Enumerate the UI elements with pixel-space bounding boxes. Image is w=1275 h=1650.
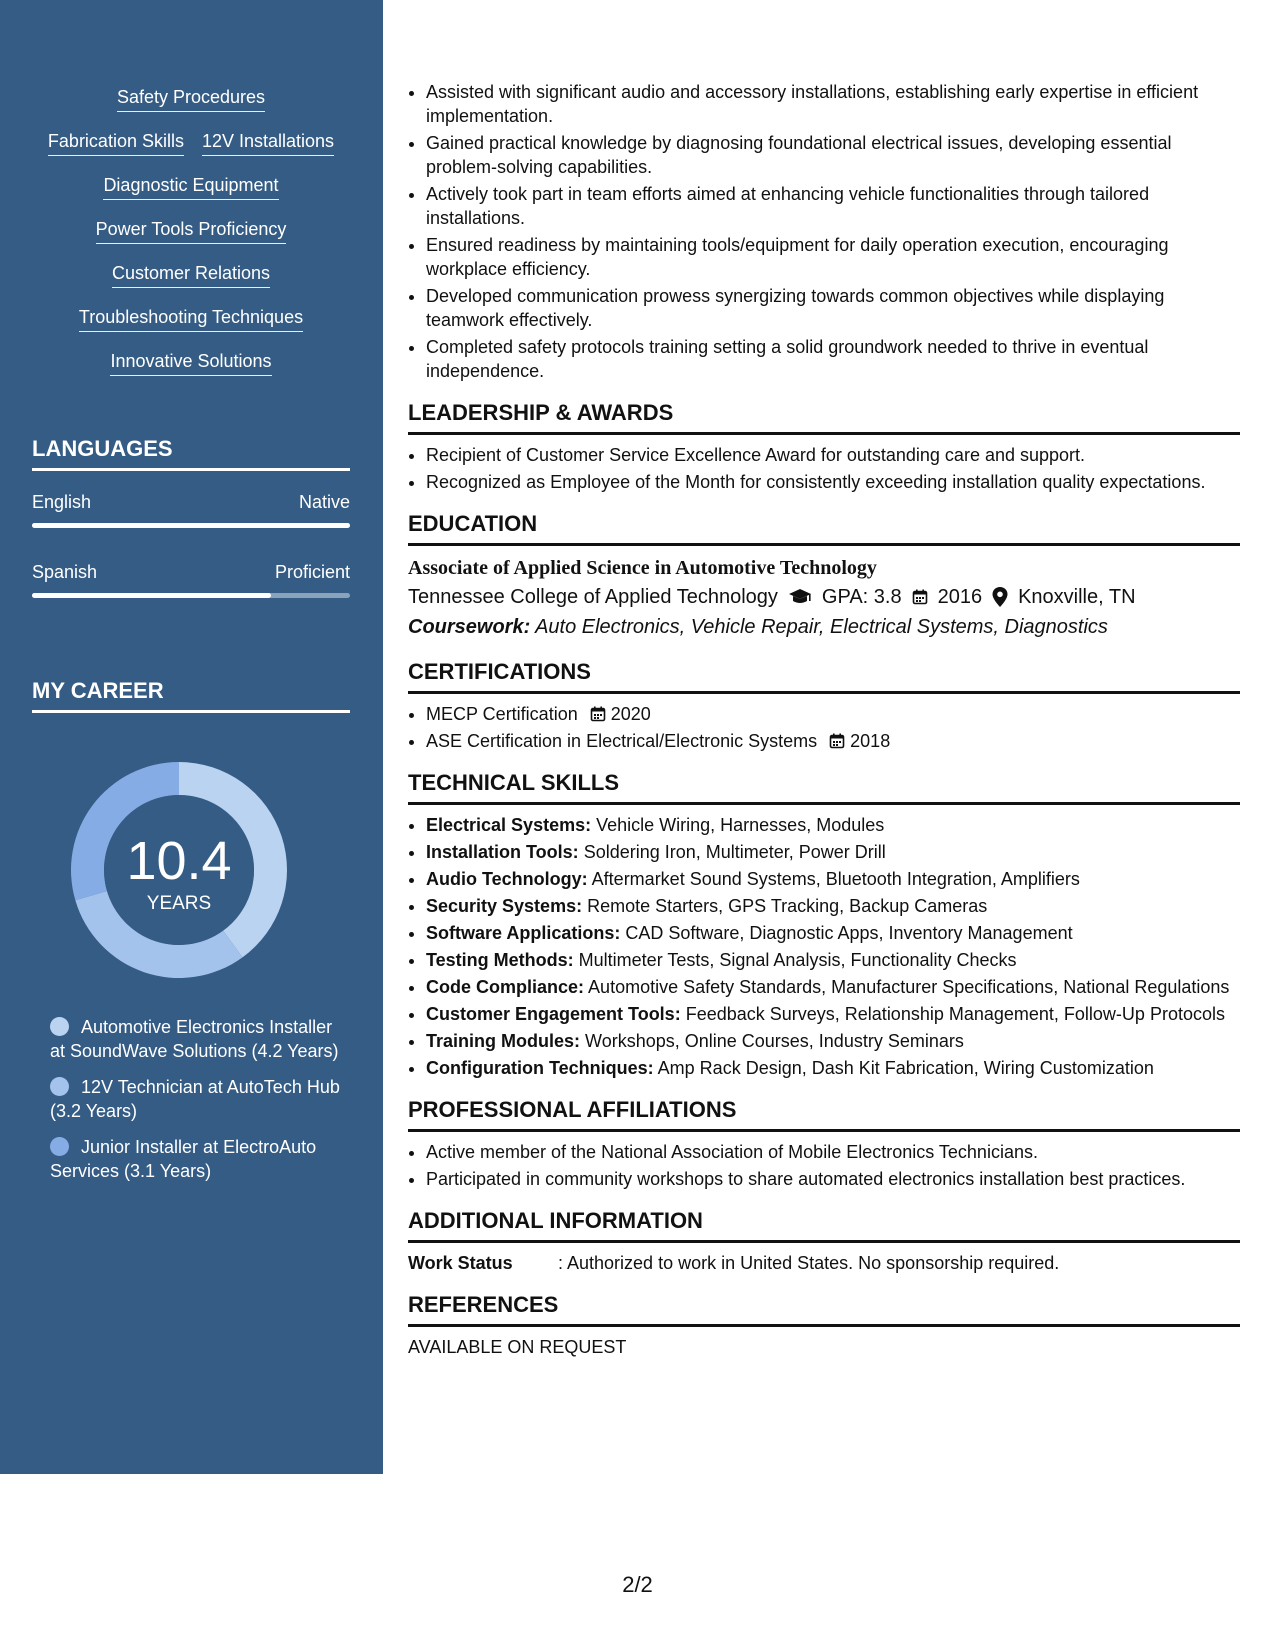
technical-skill-label: Software Applications: (426, 923, 621, 943)
language-name: Spanish (32, 562, 98, 582)
education-title: EDUCATION (408, 510, 1240, 546)
skills-list (32, 86, 350, 394)
technical-skill-label: Testing Methods: (426, 950, 574, 970)
affiliation-item: • Active member of the National Association of Mobile Electronics Technicians. (426, 1140, 1240, 1164)
work-status-value: : Authorized to work in United States. No sponsorship required. (558, 1253, 1060, 1273)
skill-tag: Innovative Solutions (110, 350, 271, 376)
location-pin-icon (992, 587, 1008, 607)
certification-name: MECP Certification (426, 704, 578, 724)
affiliations-list (408, 1140, 1240, 1191)
career-legend-item (50, 1015, 350, 1063)
experience-bullet: • Actively took part in team efforts aimed at enhancing vehicle functionalities through tailored installations. (426, 182, 1240, 230)
certification-name: ASE Certification in Electrical/Electronic Systems (426, 731, 818, 751)
certification-year: 2020 (610, 704, 651, 724)
skill-tag: Customer Relations (112, 262, 270, 288)
technical-skill-item (426, 1029, 1240, 1053)
education-year: 2016 (937, 586, 983, 608)
main-content (408, 80, 1240, 1359)
technical-skill-value: Vehicle Wiring, Harnesses, Modules (596, 815, 885, 835)
technical-skills-list (408, 813, 1240, 1080)
languages-title: LANGUAGES (32, 436, 350, 471)
technical-skill-item (426, 1056, 1240, 1080)
technical-skill-value: Aftermarket Sound Systems, Bluetooth Integration, Amplifiers (591, 869, 1080, 889)
technical-skill-label: Security Systems: (426, 896, 583, 916)
certifications-title: CERTIFICATIONS (408, 658, 1240, 694)
education-details (408, 582, 1240, 612)
experience-bullet: • Developed communication prowess synergizing towards common objectives while displaying teamwork effectively. (426, 284, 1240, 332)
leadership-title: LEADERSHIP & AWARDS (408, 399, 1240, 435)
technical-skill-value: Automotive Safety Standards, Manufacturer Specifications, National Regulations (588, 977, 1230, 997)
technical-skill-item (426, 840, 1240, 864)
technical-skill-value: Soldering Iron, Multimeter, Power Drill (583, 842, 886, 862)
education-school: Tennessee College of Applied Technology (408, 586, 778, 608)
work-status-label: Work Status (408, 1253, 513, 1273)
experience-bullet: • Ensured readiness by maintaining tools/equipment for daily operation execution, encouraging workplace efficiency. (426, 233, 1240, 281)
career-donut-chart (66, 757, 292, 983)
career-title: MY CAREER (32, 678, 350, 713)
certification-year: 2018 (850, 731, 891, 751)
technical-skill-label: Configuration Techniques: (426, 1058, 654, 1078)
language-bar (32, 523, 350, 528)
skill-row (32, 262, 350, 288)
page-number: 2/2 (622, 1572, 653, 1597)
calendar-icon (590, 704, 606, 724)
skill-row (32, 174, 350, 200)
coursework-label: Coursework: (408, 616, 531, 638)
technical-skill-value: Workshops, Online Courses, Industry Seminars (585, 1031, 964, 1051)
experience-bullet: • Gained practical knowledge by diagnosing foundational electrical issues, developing essential problem-solving capabilities. (426, 131, 1240, 179)
technical-skills-title: TECHNICAL SKILLS (408, 769, 1240, 805)
graduation-cap-icon (788, 588, 812, 606)
technical-skill-value: CAD Software, Diagnostic Apps, Inventory Management (625, 923, 1073, 943)
affiliation-item: • Participated in community workshops to share automated electronics installation best practices. (426, 1167, 1240, 1191)
additional-info-title: ADDITIONAL INFORMATION (408, 1207, 1240, 1243)
technical-skill-item (426, 948, 1240, 972)
leadership-item: • Recognized as Employee of the Month for consistently exceeding installation quality expectations. (426, 470, 1240, 494)
leadership-item: • Recipient of Customer Service Excellence Award for outstanding care and support. (426, 443, 1240, 467)
coursework-value: Auto Electronics, Vehicle Repair, Electrical Systems, Diagnostics (535, 616, 1108, 638)
skill-tag: Troubleshooting Techniques (79, 306, 303, 332)
education-gpa: GPA: 3.8 (821, 586, 902, 608)
skill-tag: Safety Procedures (117, 86, 265, 112)
language-spanish (32, 562, 350, 598)
calendar-icon (829, 731, 845, 751)
education-coursework (408, 612, 1240, 642)
technical-skill-item (426, 1002, 1240, 1026)
skill-tag: 12V Installations (202, 130, 334, 156)
sidebar (0, 0, 383, 1474)
legend-dot (50, 1017, 69, 1036)
technical-skill-value: Amp Rack Design, Dash Kit Fabrication, Wiring Customization (657, 1058, 1154, 1078)
language-english (32, 492, 350, 528)
technical-skill-label: Code Compliance: (426, 977, 585, 997)
language-level: Proficient (274, 562, 350, 582)
skill-tag: Diagnostic Equipment (103, 174, 278, 200)
technical-skill-label: Training Modules: (426, 1031, 581, 1051)
education-location: Knoxville, TN (1018, 586, 1136, 608)
certification-item (426, 702, 1240, 726)
references-value: AVAILABLE ON REQUEST (408, 1337, 627, 1357)
career-legend-item (50, 1075, 350, 1123)
skill-tag: Fabrication Skills (48, 130, 184, 156)
legend-dot (50, 1137, 69, 1156)
language-bar-fill (32, 523, 350, 528)
legend-dot (50, 1077, 69, 1096)
language-name: English (32, 492, 92, 512)
language-level: Native (298, 492, 350, 512)
technical-skill-item (426, 975, 1240, 999)
technical-skill-item (426, 867, 1240, 891)
career-total: 10.4 (126, 831, 232, 891)
career-legend-text: Automotive Electronics Installer at SoundWave Solutions (4.2 Years) (50, 1017, 339, 1061)
technical-skill-item (426, 894, 1240, 918)
career-unit: YEARS (146, 893, 212, 914)
technical-skill-item (426, 813, 1240, 837)
technical-skill-label: Audio Technology: (426, 869, 588, 889)
experience-bullets (408, 80, 1240, 383)
skill-row (32, 218, 350, 244)
certification-item (426, 729, 1240, 753)
experience-bullet: • Completed safety protocols training setting a solid groundwork needed to thrive in eventual independence. (426, 335, 1240, 383)
work-status-row (408, 1251, 1240, 1275)
education-degree: Associate of Applied Science in Automotive Technology (408, 557, 877, 579)
certifications-list (408, 702, 1240, 753)
calendar-icon (912, 589, 928, 605)
skill-tag: Power Tools Proficiency (96, 218, 287, 244)
technical-skill-label: Electrical Systems: (426, 815, 592, 835)
skill-row (32, 350, 350, 376)
technical-skill-value: Multimeter Tests, Signal Analysis, Functionality Checks (578, 950, 1017, 970)
career-legend (50, 1015, 350, 1195)
skill-row (32, 86, 350, 112)
experience-bullet: • Assisted with significant audio and accessory installations, establishing early expertise in efficient implementation. (426, 80, 1240, 128)
career-legend-text: 12V Technician at AutoTech Hub (3.2 Years) (50, 1077, 340, 1121)
skill-row (32, 130, 350, 156)
career-legend-item (50, 1135, 350, 1183)
technical-skill-value: Feedback Surveys, Relationship Management, Follow-Up Protocols (685, 1004, 1225, 1024)
affiliations-title: PROFESSIONAL AFFILIATIONS (408, 1096, 1240, 1132)
references-title: REFERENCES (408, 1291, 1240, 1327)
technical-skill-value: Remote Starters, GPS Tracking, Backup Cameras (587, 896, 988, 916)
skill-row (32, 306, 350, 332)
technical-skill-label: Installation Tools: (426, 842, 579, 862)
language-bar (32, 593, 350, 598)
leadership-list (408, 443, 1240, 494)
technical-skill-item (426, 921, 1240, 945)
career-legend-text: Junior Installer at ElectroAuto Services (3.1 Years) (50, 1137, 317, 1181)
language-bar-fill (32, 593, 271, 598)
technical-skill-label: Customer Engagement Tools: (426, 1004, 681, 1024)
